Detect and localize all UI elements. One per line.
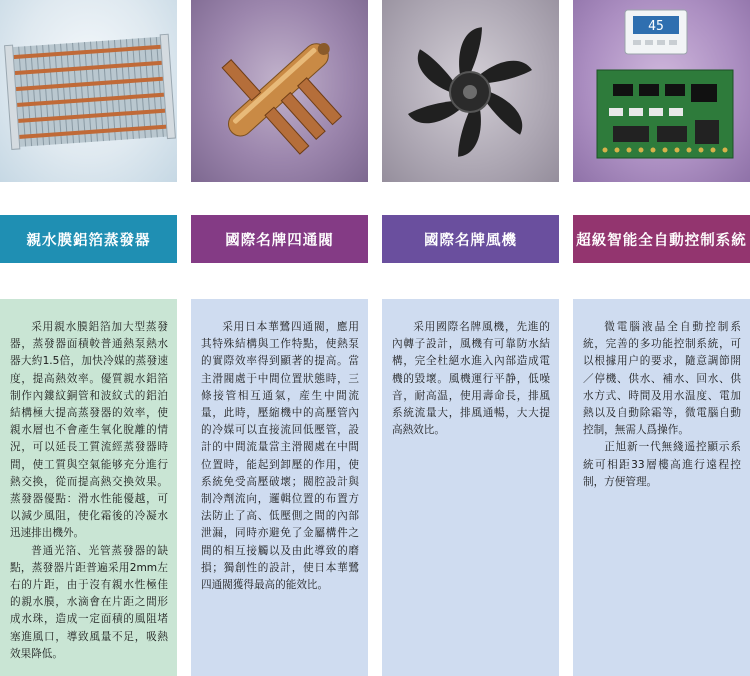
description-paragraph: 微電腦液晶全自動控制系統，完善的多功能控制系統，可以根據用户的要求，隨意調節開／停機、供水、補水、回水、供水方式、時間及用水温度、電加熱以及自動除霜等，微電腦自動控制，無需人爲操作。: [583, 321, 741, 437]
feature-title: [0, 215, 177, 263]
feature-description: [573, 299, 750, 676]
description-paragraph: 采用日本華鷺四通閥，應用其特殊結構與工作特點，使熱泵的實際效率得到顯著的提高。當主滑閥處于中間位置狀態時，三條接管相互通氣，産生中間流量，此時，壓縮機中的高壓管內的冷媒可以直接流回低壓管，設計的中間流量當主滑閥處在中間位置時，能起到卸壓的作用，使系統免受高壓破壞；閥腔設計與制冷劑流向，邏輯位置的布置方法防止了高、低壓側之間的內部泄漏，同時亦避免了金屬構件之間的相互接觸以及由此導致的磨損；獨創性的設計，使日本華鷺四通閥獲得最高的能效比。: [201, 321, 359, 592]
feature-column-evaporator: [0, 0, 177, 676]
feature-title-text: 國際名牌風機: [424, 232, 517, 249]
feature-column-control-system: [573, 0, 750, 676]
description-paragraph: 采用親水膜鋁箔加大型蒸發器，蒸發器面積較普通熱泵熱水器大約1.5倍，加快冷媒的蒸發速度，提高熱效率。優質親水鋁箔制作內鏤紋銅管和波紋式的鋁泊結構極大提高蒸發器的效率，使親水層也不會產生氧化脫離的情況，可以延長工質流經蒸發器時間，使工質與空氣能够充分進行熱交換，從而提高熱交換效果。蒸發器優點：滑水性能優越，可以減少風阻，使化霜後的冷凝水迅速排出機外。: [10, 321, 168, 540]
feature-description: [0, 299, 177, 676]
description-paragraph: 正旭新一代無綫遥控顯示系統可相距33層樓高進行遠程控制，方便管理。: [583, 441, 741, 488]
control-board-icon: [573, 0, 750, 182]
axial-fan-icon: [382, 0, 559, 182]
fan-photo: [382, 0, 559, 182]
evaporator-photo: [0, 0, 177, 182]
feature-title: [382, 215, 559, 263]
feature-title: [191, 215, 368, 263]
feature-title-text: 超級智能全自動控制系統: [576, 232, 747, 249]
description-paragraph: 采用國際名牌風機，先進的內轉子設計，風機有可靠防水結構，完全杜絕水進入內部造成電機的毀壞。風機運行平静，低噪音，耐高温，使用壽命長，排風系統流量大，排風通暢，大大提高熱效比。: [392, 321, 550, 437]
controller-display-text: 45: [648, 19, 664, 34]
feature-description: [382, 299, 559, 676]
feature-title-text: 國際名牌四通閥: [225, 232, 334, 249]
evaporator-coil-icon: [0, 0, 177, 182]
description-paragraph: 普通光箔、光管蒸發器的缺點，蒸發器片距普遍采用2mm左右的片距，由于沒有親水性極佳的親水膜，水滴會在片距之間形成水珠，造成一定面積的風阻堵塞進風口，導致風量不足，吸熱效果降低。: [10, 544, 168, 660]
four-way-valve-icon: [191, 0, 368, 182]
feature-title-text: 親水膜鋁箔蒸發器: [26, 232, 151, 249]
control-system-photo: [573, 0, 750, 182]
feature-description: [191, 299, 368, 676]
feature-column-fan: [382, 0, 559, 676]
valve-photo: [191, 0, 368, 182]
feature-column-four-way-valve: [191, 0, 368, 676]
feature-title: [573, 215, 750, 263]
